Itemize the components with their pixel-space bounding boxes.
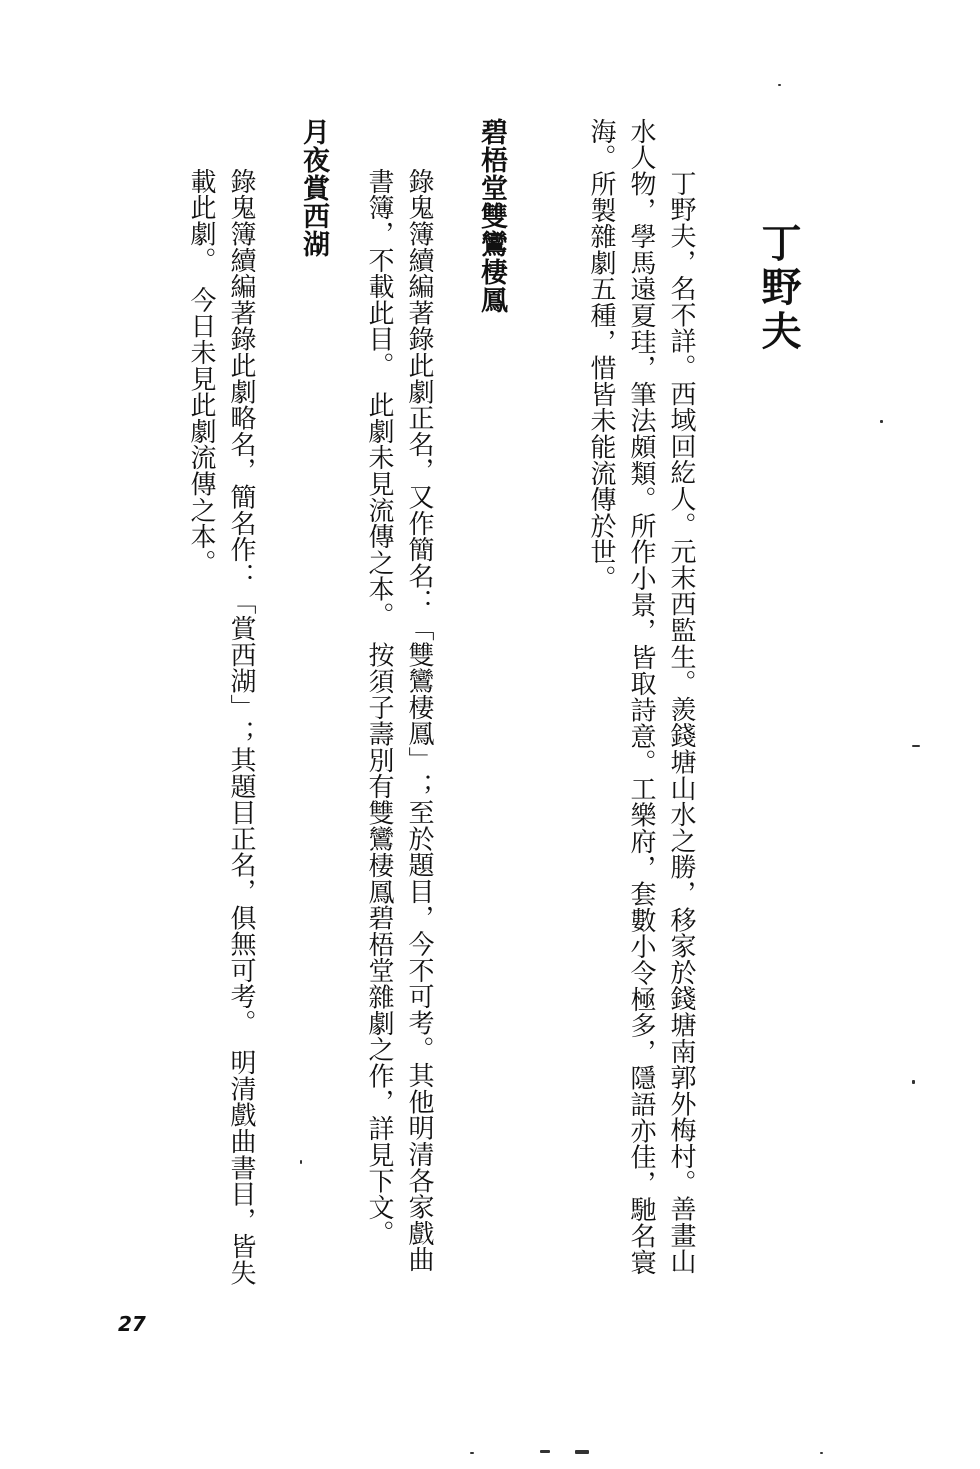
author-name: 丁野夫 (755, 222, 802, 354)
play-1-line-2: 書簿，不載此目。 此劇未見流傳之本。 按須子壽別有雙鸞棲鳳碧梧堂雜劇之作，詳見下文。 (364, 168, 394, 1247)
play-1-line-1: 錄鬼簿續編著錄此劇正名，又作簡名：「雙鸞棲鳳」；至於題目，今不可考。其他明清各家戲曲 (404, 168, 434, 1273)
play-title-1: 碧梧堂雙鸞棲鳳 (476, 118, 507, 314)
author-bio-line-1: 丁野夫，名不詳。西域回紇人。元末西監生。羨錢塘山水之勝，移家於錢塘南郭外梅村。善畫山 (666, 170, 696, 1275)
scan-speck (470, 1452, 474, 1454)
scan-speck (820, 1452, 823, 1454)
scan-speck (778, 84, 781, 86)
author-bio-line-2: 水人物，學馬遠夏珪，筆法頗類。所作小景，皆取詩意。工樂府，套數小令極多，隱語亦佳，馳名寰 (626, 118, 656, 1276)
author-bio-line-3: 海。所製雜劇五種，惜皆未能流傳於世。 (586, 118, 616, 592)
play-title-2: 月夜賞西湖 (298, 118, 329, 258)
scan-speck (575, 1450, 589, 1454)
scan-speck (912, 745, 920, 747)
scan-speck (880, 420, 883, 423)
scan-speck (912, 1080, 915, 1084)
play-2-line-1: 錄鬼簿續編著錄此劇略名，簡名作：「賞西湖」；其題目正名，俱無可考。 明清戲曲書目，皆失 (226, 168, 256, 1286)
scan-speck (540, 1450, 550, 1453)
scan-speck (300, 1160, 302, 1164)
page-number: 27 (118, 1312, 146, 1336)
play-2-line-2: 載此劇。 今日未見此劇流傳之本。 (186, 168, 216, 576)
